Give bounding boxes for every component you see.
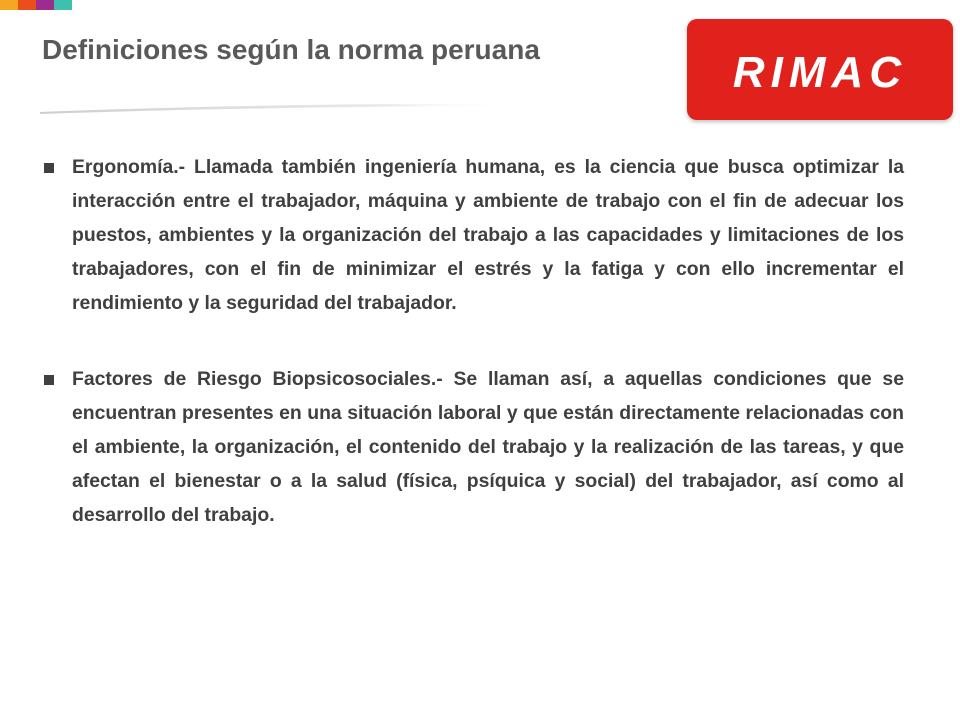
- definition-ergonomia: Ergonomía.- Llamada también ingeniería humana, es la ciencia que busca optimizar la interacción entre el trabajador, máquina y ambiente de trabajo con el fin de adecuar los puestos, ambientes y la organización del trabajo a las capacidades y limitaciones de los trabajadores, con el fin de minimizar el estrés y la fatiga y con ello incrementar el rendimiento y la seguridad del trabajador.: [72, 156, 904, 314]
- accent-segment-orange: [0, 0, 18, 10]
- accent-segment-red: [18, 0, 36, 10]
- rimac-logo-text: RIMAC: [732, 48, 908, 97]
- definitions-list: [42, 150, 904, 574]
- rimac-logo-mark: [687, 19, 953, 120]
- accent-segment-purple: [36, 0, 54, 10]
- title-underline-swoosh: [40, 100, 520, 114]
- definition-factores-riesgo: Factores de Riesgo Biopsicosociales.- Se llaman así, a aquellas condiciones que se encuentran presentes en una situación laboral y que están directamente relacionadas con el ambiente, la organización, el contenido del trabajo y la realización de las tareas, y que afectan el bienestar o a la salud (física, psíquica y social) del trabajador, así como al desarrollo del trabajo.: [72, 368, 904, 526]
- page-title: Definiciones según la norma peruana: [42, 34, 540, 65]
- list-item: [42, 150, 904, 320]
- accent-color-strip: [0, 0, 72, 10]
- list-item: [42, 362, 904, 532]
- square-bullet-icon: [44, 163, 54, 173]
- rimac-logo: [687, 19, 953, 120]
- square-bullet-icon: [44, 375, 54, 385]
- accent-segment-teal: [54, 0, 72, 10]
